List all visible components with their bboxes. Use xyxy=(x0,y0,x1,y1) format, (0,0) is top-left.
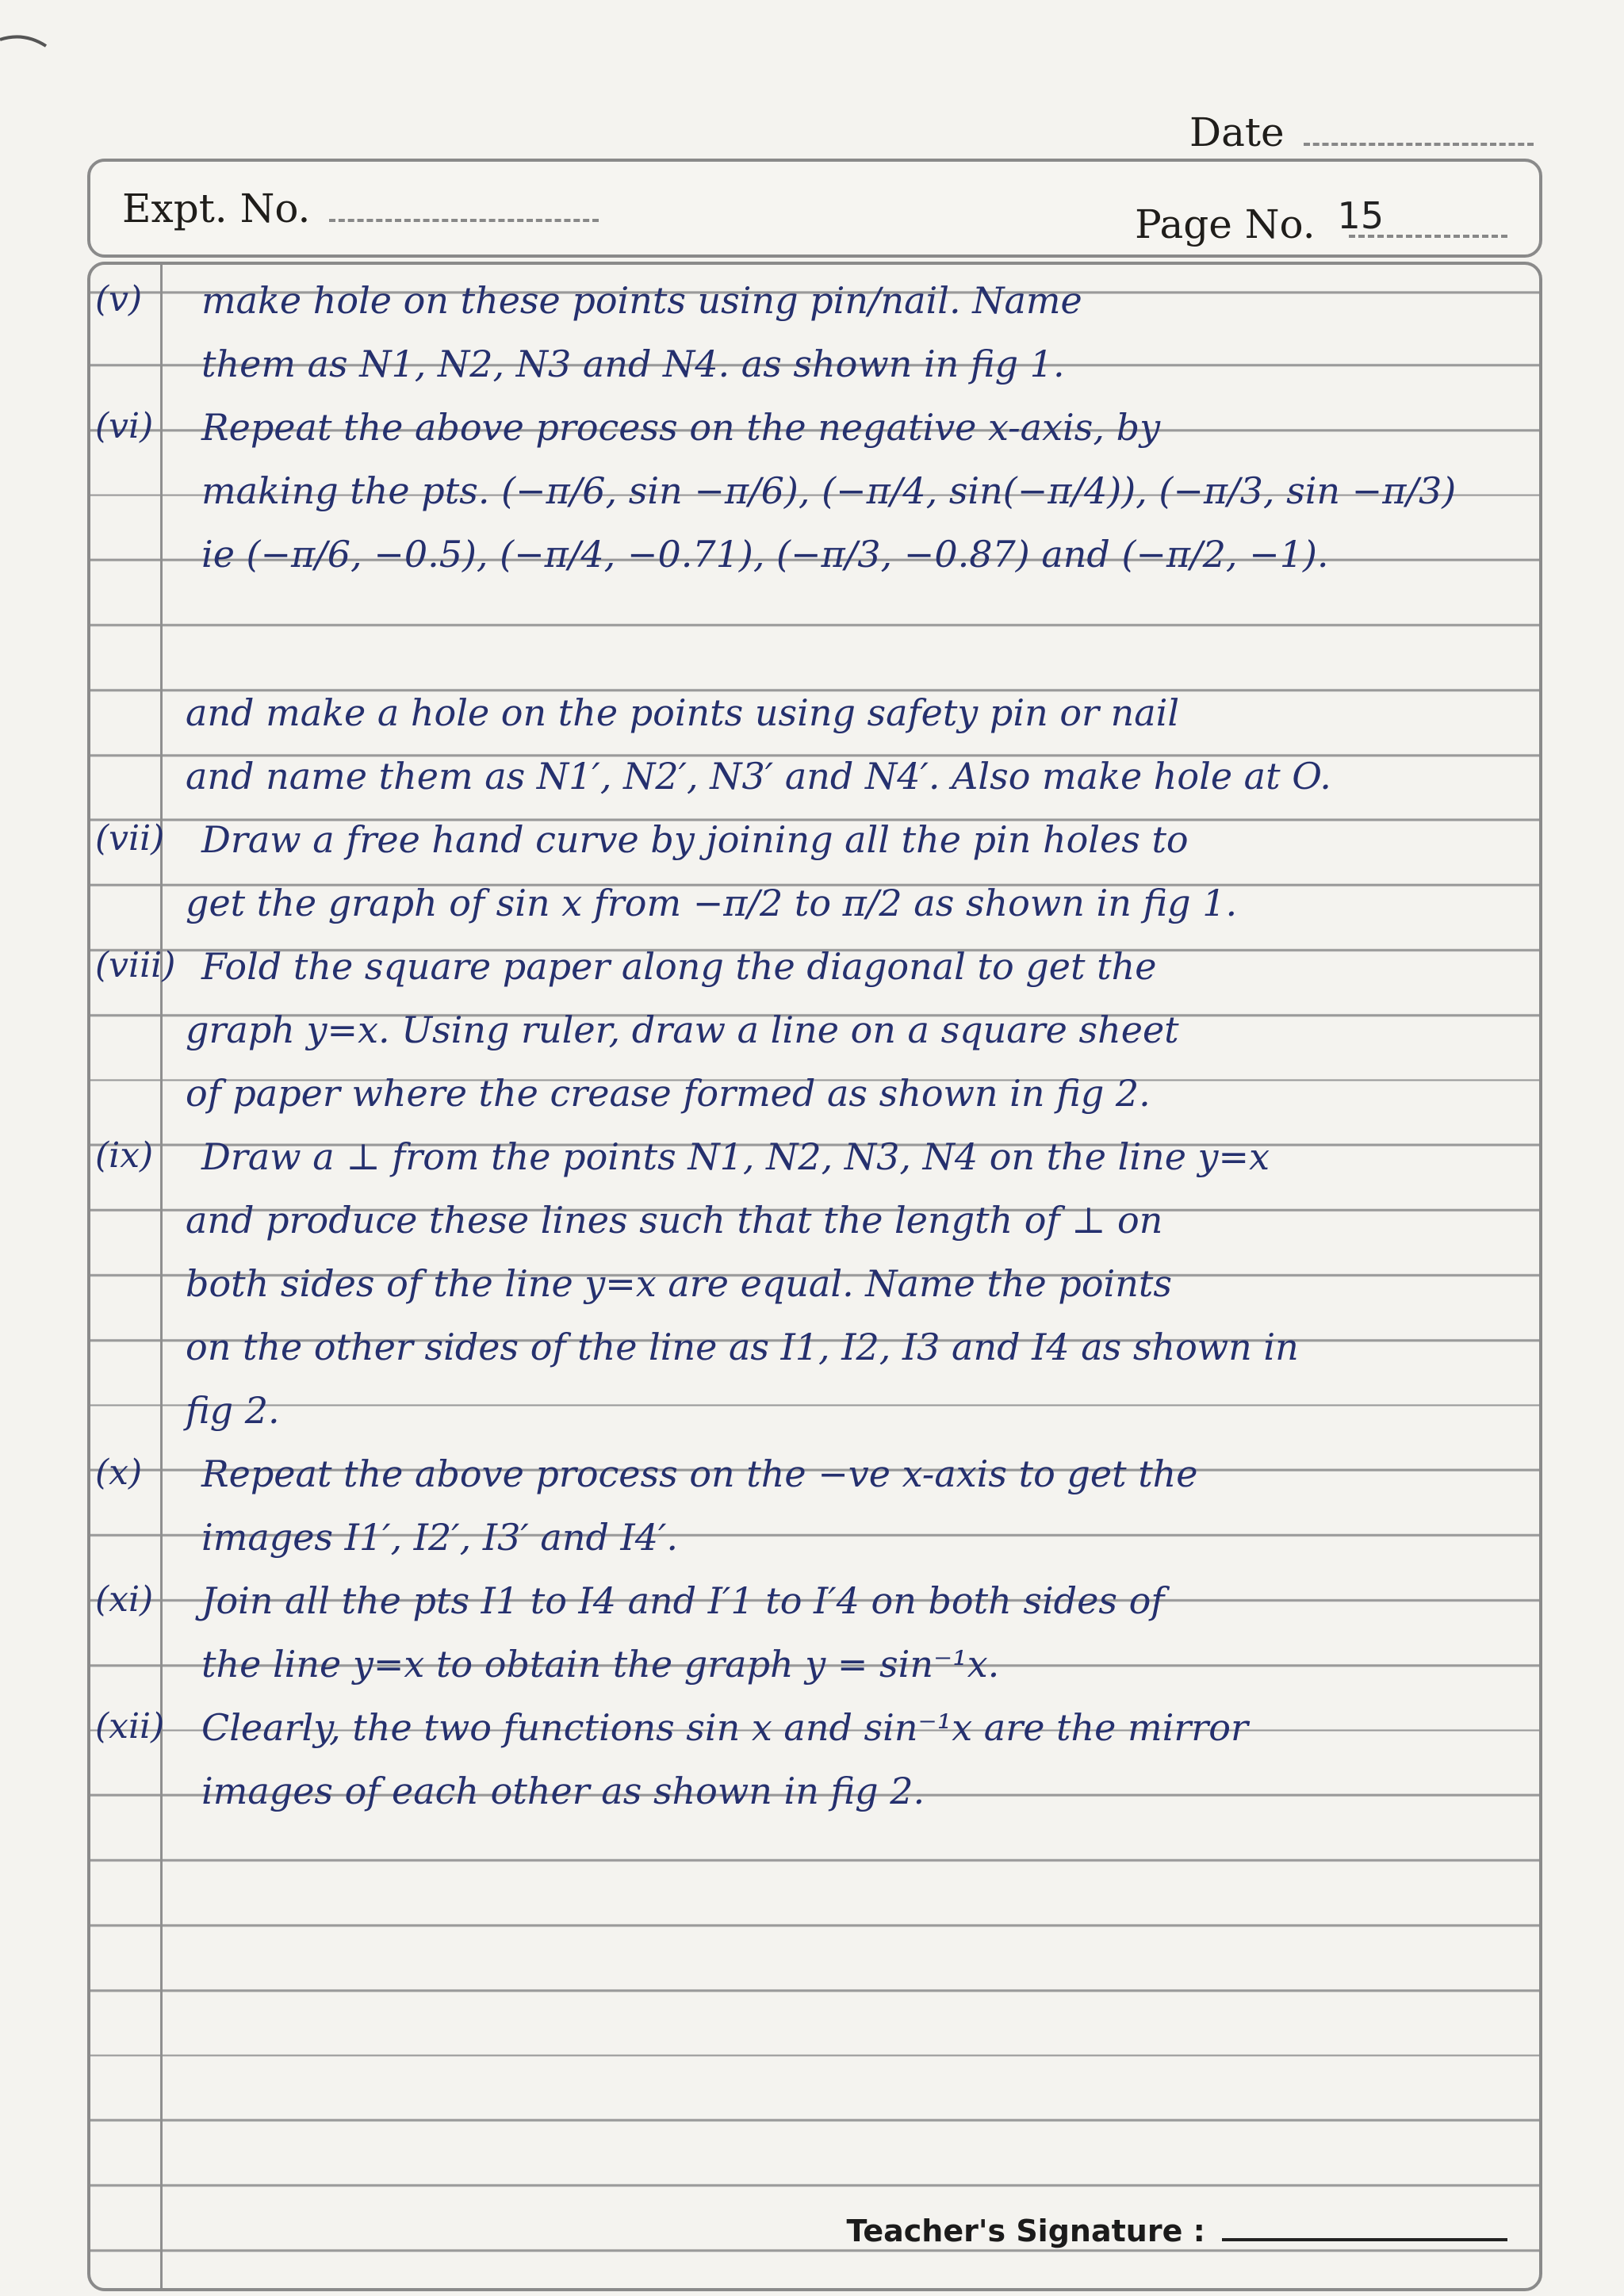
line-text: fig 2. xyxy=(186,1389,280,1432)
text-line xyxy=(90,1383,1542,1446)
line-text: get the graph of sin x from −π/2 to π/2 as shown in fig 1. xyxy=(186,882,1238,924)
text-line xyxy=(90,1319,1542,1383)
text-line xyxy=(90,875,1542,939)
step-number: (xi) xyxy=(95,1579,154,1620)
step-number: (v) xyxy=(95,279,143,320)
expt-blank xyxy=(329,203,599,222)
line-text: images I1′, I2′, I3′ and I4′. xyxy=(201,1516,679,1559)
line-text: Repeat the above process on the negative x-axis, by xyxy=(201,406,1161,449)
line-text: and name them as N1′, N2′, N3′ and N4′. Also make hole at O. xyxy=(186,755,1331,798)
text-line xyxy=(90,336,1542,400)
ruled-body xyxy=(87,262,1542,2291)
text-line xyxy=(90,1446,1542,1510)
text-line xyxy=(90,812,1542,875)
line-text: Draw a free hand curve by joining all the pin holes to xyxy=(201,818,1189,861)
line-text: and make a hole on the points using safety pin or nail xyxy=(186,691,1180,734)
date-label: Date xyxy=(1189,109,1285,155)
step-number: (viii) xyxy=(95,945,176,985)
text-line xyxy=(90,1636,1542,1700)
text-line xyxy=(90,748,1542,812)
line-text: both sides of the line y=x are equal. Name the points xyxy=(186,1262,1172,1305)
line-text: images of each other as shown in fig 2. xyxy=(201,1770,925,1812)
step-number: (vii) xyxy=(95,818,165,859)
text-line xyxy=(90,1256,1542,1319)
line-text: Join all the pts I1 to I4 and I′1 to I′4 on both sides of xyxy=(201,1579,1165,1622)
step-number: (xii) xyxy=(95,1706,165,1747)
line-text: them as N1, N2, N3 and N4. as shown in fig 1. xyxy=(201,342,1065,385)
text-line xyxy=(90,685,1542,748)
expt-field xyxy=(122,186,599,232)
line-text: and produce these lines such that the length of ⊥ on xyxy=(186,1199,1163,1242)
line-text: on the other sides of the line as I1, I2, I3 and I4 as shown in xyxy=(186,1326,1299,1368)
step-number: (ix) xyxy=(95,1135,154,1176)
line-text: Fold the square paper along the diagonal to get the xyxy=(201,945,1157,988)
text-line xyxy=(90,1066,1542,1129)
line-text: Draw a ⊥ from the points N1, N2, N3, N4 on the line y=x xyxy=(201,1135,1270,1178)
line-text: making the pts. (−π/6, sin −π/6), (−π/4, sin(−π/4)), (−π/3, sin −π/3) xyxy=(201,469,1457,512)
page-number-value: 15 xyxy=(1337,194,1385,237)
page-number-field xyxy=(1135,194,1507,247)
header-box xyxy=(87,159,1542,258)
text-line xyxy=(90,526,1542,590)
text-line xyxy=(90,1510,1542,1573)
text-line xyxy=(90,1129,1542,1192)
line-text: ie (−π/6, −0.5), (−π/4, −0.71), (−π/3, −0.87) and (−π/2, −1). xyxy=(201,533,1329,576)
text-line xyxy=(90,1002,1542,1066)
text-line xyxy=(90,1763,1542,1827)
date-field xyxy=(1189,109,1534,155)
step-number: (vi) xyxy=(95,406,154,446)
line-text: the line y=x to obtain the graph y = sin⁻¹x. xyxy=(201,1643,1000,1686)
expt-label: Expt. No. xyxy=(122,186,311,232)
text-line xyxy=(90,463,1542,526)
step-number: (x) xyxy=(95,1452,143,1493)
text-line xyxy=(90,1573,1542,1636)
page-curl-icon xyxy=(0,32,48,55)
line-text: Repeat the above process on the −ve x-axis to get the xyxy=(201,1452,1198,1495)
line-text: graph y=x. Using ruler, draw a line on a square sheet xyxy=(186,1008,1179,1051)
signature-label: Teacher's Signature : xyxy=(846,2214,1205,2248)
text-line xyxy=(90,273,1542,336)
signature-line xyxy=(1222,2224,1507,2241)
text-line xyxy=(90,400,1542,463)
text-line xyxy=(90,1700,1542,1763)
page-label: Page No. xyxy=(1135,201,1316,247)
line-text: Clearly, the two functions sin x and sin⁻¹x are the mirror xyxy=(201,1706,1248,1749)
date-blank xyxy=(1304,127,1534,146)
line-text: of paper where the crease formed as shown in fig 2. xyxy=(186,1072,1151,1115)
teacher-signature xyxy=(846,2214,1507,2248)
text-line xyxy=(90,939,1542,1002)
line-text: make hole on these points using pin/nail. Name xyxy=(201,279,1082,322)
text-line xyxy=(90,1192,1542,1256)
